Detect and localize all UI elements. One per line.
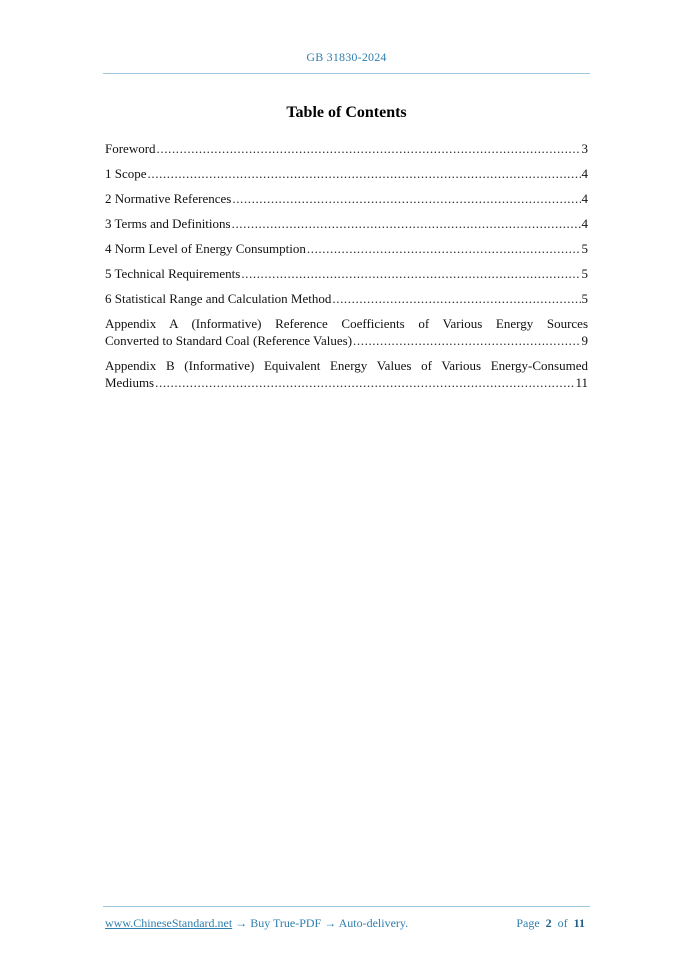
toc-entry-label-line2: Converted to Standard Coal (Reference Values) <box>105 333 353 348</box>
toc-entry-terms-definitions[interactable] <box>105 215 588 232</box>
toc-entry-page: 4 <box>581 191 588 206</box>
toc-entry-normative-references[interactable] <box>105 190 588 207</box>
buy-true-pdf-text: Buy True-PDF <box>250 916 322 930</box>
toc-dot-leader <box>155 374 574 391</box>
page-footer <box>105 916 585 931</box>
current-page-number: 2 <box>545 916 552 930</box>
toc-entry-page: 11 <box>575 375 588 390</box>
toc-entry-label: 6 Statistical Range and Calculation Method <box>105 291 332 306</box>
toc-entry-page: 5 <box>581 241 588 256</box>
toc-dot-leader <box>148 165 581 182</box>
total-page-count: 11 <box>573 916 585 930</box>
toc-dot-leader <box>332 290 580 307</box>
toc-entry-appendix-b[interactable] <box>105 357 588 391</box>
toc-entry-foreword[interactable] <box>105 140 588 157</box>
arrow-right-icon: → <box>321 916 339 930</box>
page-number-indicator <box>516 916 585 931</box>
toc-entry-label-line1: Appendix A (Informative) Reference Coefficients of Various Energy Sources <box>105 316 588 331</box>
header-divider <box>103 73 590 74</box>
toc-entry-page: 5 <box>581 266 588 281</box>
footer-divider <box>103 906 590 907</box>
toc-entry-label-line1: Appendix B (Informative) Equivalent Energy Values of Various Energy-Consumed <box>105 358 588 373</box>
toc-entry-label: 1 Scope <box>105 166 147 181</box>
toc-entry-label: 5 Technical Requirements <box>105 266 241 281</box>
page-word: Page <box>516 916 540 930</box>
standard-code-header: GB 31830-2024 <box>306 50 387 64</box>
toc-entry-technical-requirements[interactable] <box>105 265 588 282</box>
toc-dot-leader <box>307 240 581 257</box>
toc-entry-page: 3 <box>581 141 588 156</box>
toc-entry-label: Foreword <box>105 141 156 156</box>
toc-dot-leader <box>232 190 580 207</box>
toc-entry-label: 3 Terms and Definitions <box>105 216 231 231</box>
toc-dot-leader <box>232 215 581 232</box>
site-link[interactable]: www.ChineseStandard.net <box>105 916 233 930</box>
auto-delivery-text: Auto-delivery. <box>338 916 409 930</box>
toc-entry-page: 4 <box>581 216 588 231</box>
toc-entry-page: 5 <box>581 291 588 306</box>
toc-entry-label: 2 Normative References <box>105 191 232 206</box>
toc-entry-scope[interactable] <box>105 165 588 182</box>
toc-entry-page: 9 <box>581 333 588 348</box>
table-of-contents <box>105 140 588 399</box>
footer-promo <box>105 916 408 931</box>
toc-entry-label-line2: Mediums <box>105 375 155 390</box>
toc-dot-leader <box>353 332 580 349</box>
toc-title: Table of Contents <box>286 104 407 121</box>
toc-dot-leader <box>157 140 581 157</box>
toc-entry-page: 4 <box>581 166 588 181</box>
toc-dot-leader <box>241 265 580 282</box>
toc-entry-label: 4 Norm Level of Energy Consumption <box>105 241 306 256</box>
arrow-right-icon: → <box>232 916 251 930</box>
of-word: of <box>557 916 568 930</box>
toc-entry-statistical-range[interactable] <box>105 290 588 307</box>
toc-entry-appendix-a[interactable] <box>105 315 588 349</box>
toc-entry-norm-level[interactable] <box>105 240 588 257</box>
